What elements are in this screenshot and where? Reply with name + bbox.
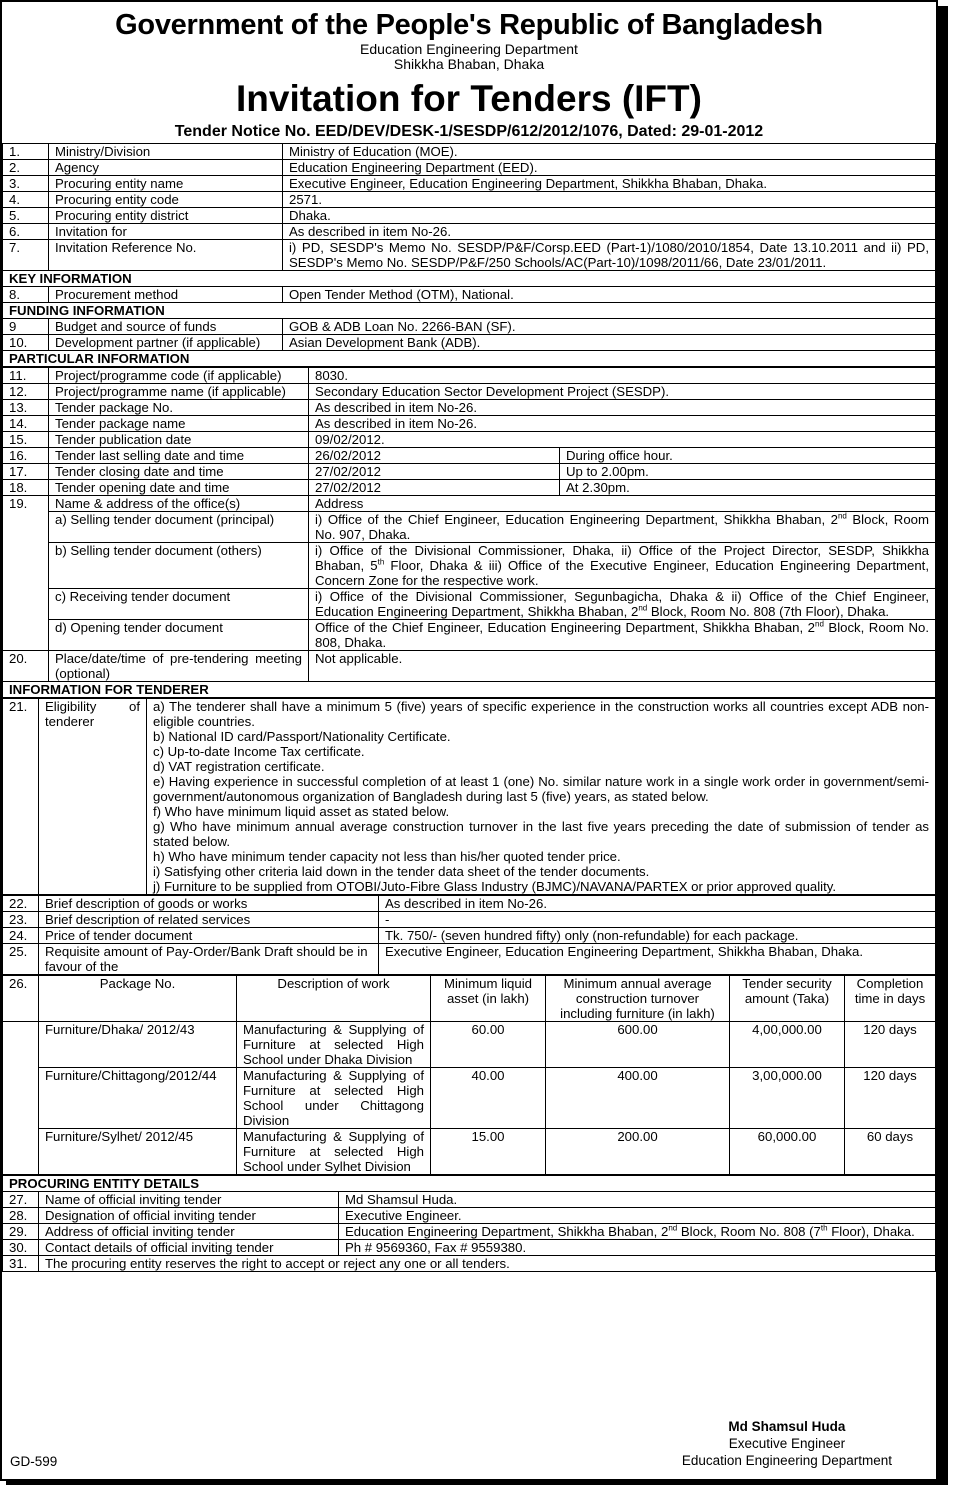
item-label: Procuring entity code <box>49 191 283 207</box>
item-number: 4. <box>3 191 49 207</box>
item-number: 16. <box>3 447 49 463</box>
column-header: Package No. <box>39 975 237 1021</box>
table-row <box>3 588 936 619</box>
item-label: Procuring entity district <box>49 207 283 223</box>
item-number: 9 <box>3 318 49 334</box>
item-label: Designation of official inviting tender <box>39 1207 339 1223</box>
table-row <box>3 223 936 239</box>
general-info-table <box>2 143 936 367</box>
item-value: Not applicable. <box>309 650 936 681</box>
table-row <box>3 927 936 943</box>
item-label: Tender package name <box>49 415 309 431</box>
section-heading: INFORMATION FOR TENDERER <box>3 681 936 697</box>
item-label: Project/programme code (if applicable) <box>49 367 309 383</box>
item-number: 3. <box>3 175 49 191</box>
item-date: 27/02/2012 <box>309 479 560 495</box>
table-row <box>3 1239 936 1255</box>
table-row <box>3 447 936 463</box>
section-heading: PROCURING ENTITY DETAILS <box>3 1175 936 1191</box>
item-value: As described in item No-26. <box>379 895 936 911</box>
item-label: Name of official inviting tender <box>39 1191 339 1207</box>
item-label: Ministry/Division <box>49 143 283 159</box>
item-value: i) PD, SESDP's Memo No. SESDP/P&F/Corsp.EED (Part-1)/1080/2010/1854, Date 13.10.2011 and ii) PD, SESDP's Memo No. SESDP/P&F/250 Schools/AC(Part-10)/1098/2011/66, Date 23/01/2011. <box>283 239 936 270</box>
package-number: Furniture/Chittagong/2012/44 <box>39 1067 237 1128</box>
item-label: Procuring entity name <box>49 175 283 191</box>
office-label: d) Opening tender document <box>49 619 309 650</box>
column-header: Minimum liquid asset (in lakh) <box>431 975 546 1021</box>
section-heading-row <box>3 270 936 286</box>
office-label: c) Receiving tender document <box>49 588 309 619</box>
section-heading: FUNDING INFORMATION <box>3 302 936 318</box>
item-number: 17. <box>3 463 49 479</box>
office-label: a) Selling tender document (principal) <box>49 511 309 542</box>
item-value: The procuring entity reserves the right to accept or reject any one or all tenders. <box>39 1255 936 1271</box>
package-turnover: 400.00 <box>546 1067 730 1128</box>
table-row <box>3 318 936 334</box>
criterion: b) National ID card/Passport/Nationality Certificate. <box>153 728 451 744</box>
item-label: Invitation Reference No. <box>49 239 283 270</box>
item-label: Procurement method <box>49 286 283 302</box>
column-header: Tender security amount (Taka) <box>730 975 845 1021</box>
criterion: i) Satisfying other criteria laid down in the tender data sheet of the tender documents. <box>153 863 650 879</box>
table-row <box>3 463 936 479</box>
signatory-designation: Executive Engineer <box>728 1436 846 1451</box>
signatory-name: Md Shamsul Huda <box>728 1419 846 1434</box>
table-row <box>3 895 936 911</box>
item-number: 21. <box>3 698 39 894</box>
item-time: At 2.30pm. <box>560 479 936 495</box>
section-heading-row <box>3 681 936 697</box>
item-number: 26. <box>3 975 39 1021</box>
item-number: 20. <box>3 650 49 681</box>
item-number: 22. <box>3 895 39 911</box>
column-header: Completion time in days <box>845 975 936 1021</box>
column-header: Description of work <box>237 975 431 1021</box>
eligibility-criteria <box>147 698 936 894</box>
package-security: 3,00,000.00 <box>730 1067 845 1128</box>
notice-header <box>2 10 936 141</box>
table-row <box>3 698 936 894</box>
item-value: Education Engineering Department, Shikkha Bhaban, 2nd Block, Room No. 808 (7th Floor), Dhaka. <box>339 1223 936 1239</box>
item-number: 1. <box>3 143 49 159</box>
criterion: c) Up-to-date Income Tax certificate. <box>153 743 365 759</box>
column-header: Minimum annual average construction turnover including furniture (in lakh) <box>546 975 730 1021</box>
item-value: GOB & ADB Loan No. 2266-BAN (SF). <box>283 318 936 334</box>
criterion: g) Who have minimum annual average construction turnover in the last five years preceding the date of submission of tender as stated below. <box>153 818 929 849</box>
table-row <box>3 143 936 159</box>
item-number: 24. <box>3 927 39 943</box>
package-security: 60,000.00 <box>730 1128 845 1174</box>
item-value: Dhaka. <box>283 207 936 223</box>
package-turnover: 200.00 <box>546 1128 730 1174</box>
item-label: Brief description of goods or works <box>39 895 379 911</box>
package-completion-time: 120 days <box>845 1067 936 1128</box>
table-row <box>3 399 936 415</box>
package-header-row <box>3 975 936 1021</box>
table-row <box>3 943 936 974</box>
table-row <box>3 334 936 350</box>
blank-cell <box>3 1021 39 1174</box>
item-label: Tender last selling date and time <box>49 447 309 463</box>
criterion: e) Having experience in successful completion of at least 1 (one) No. similar nature work in a single work order in government/semi-government/autonomous organization of Bangladesh during last 5 (five) years, as stated below. <box>153 773 929 804</box>
item-value: 2571. <box>283 191 936 207</box>
item-time: Up to 2.00pm. <box>560 463 936 479</box>
table-row <box>3 286 936 302</box>
package-number: Furniture/Sylhet/ 2012/45 <box>39 1128 237 1174</box>
package-liquid-asset: 15.00 <box>431 1128 546 1174</box>
particular-info-table <box>2 367 936 698</box>
table-row <box>3 619 936 650</box>
item-label: Eligibility of tenderer <box>39 698 147 894</box>
package-row <box>3 1021 936 1067</box>
item-value: As described in item No-26. <box>309 399 936 415</box>
table-row <box>3 431 936 447</box>
item-number: 10. <box>3 334 49 350</box>
item-value: - <box>379 911 936 927</box>
item-label: Requisite amount of Pay-Order/Bank Draft should be in favour of the <box>39 943 379 974</box>
package-completion-time: 120 days <box>845 1021 936 1067</box>
item-number: 5. <box>3 207 49 223</box>
item-value: Education Engineering Department (EED). <box>283 159 936 175</box>
table-row <box>3 542 936 588</box>
item-label: Tender closing date and time <box>49 463 309 479</box>
item-label: Address of official inviting tender <box>39 1223 339 1239</box>
item-label: Contact details of official inviting tender <box>39 1239 339 1255</box>
package-liquid-asset: 60.00 <box>431 1021 546 1067</box>
office-label: b) Selling tender document (others) <box>49 542 309 588</box>
criterion: d) VAT registration certificate. <box>153 758 325 774</box>
item-number: 19. <box>3 495 49 650</box>
item-number: 31. <box>3 1255 39 1271</box>
item-value: 8030. <box>309 367 936 383</box>
item-value: Open Tender Method (OTM), National. <box>283 286 936 302</box>
item-label: Budget and source of funds <box>49 318 283 334</box>
notice-number: Tender Notice No. EED/DEV/DESK-1/SESDP/612/2012/1076, Dated: 29-01-2012 <box>174 123 764 141</box>
item-label: Development partner (if applicable) <box>49 334 283 350</box>
item-value: Executive Engineer. <box>339 1207 936 1223</box>
item-time: During office hour. <box>560 447 936 463</box>
criterion: f) Who have minimum liquid asset as stated below. <box>153 803 450 819</box>
page-shadow-right <box>938 6 948 1485</box>
item-number: 7. <box>3 239 49 270</box>
package-row <box>3 1128 936 1174</box>
item-value: Secondary Education Sector Development Project (SESDP). <box>309 383 936 399</box>
item-label: Tender publication date <box>49 431 309 447</box>
item-label: Place/date/time of pre-tendering meeting (optional) <box>49 650 309 681</box>
item-label: Brief description of related services <box>39 911 379 927</box>
package-liquid-asset: 40.00 <box>431 1067 546 1128</box>
table-row <box>3 239 936 270</box>
item-date: 27/02/2012 <box>309 463 560 479</box>
item-number: 25. <box>3 943 39 974</box>
item-value: As described in item No-26. <box>309 415 936 431</box>
item-label: Name & address of the office(s) <box>49 495 309 511</box>
package-table <box>2 975 936 1175</box>
item-value: 09/02/2012. <box>309 431 936 447</box>
item-number: 28. <box>3 1207 39 1223</box>
item-value: Address <box>309 495 936 511</box>
department-address: Shikkha Bhaban, Dhaka <box>393 56 545 73</box>
document-code: GD-599 <box>10 1454 58 1469</box>
table-row <box>3 1207 936 1223</box>
government-title: Government of the People's Republic of Bangladesh <box>115 9 823 41</box>
package-turnover: 600.00 <box>546 1021 730 1067</box>
item-number: 12. <box>3 383 49 399</box>
table-row <box>3 175 936 191</box>
item-value: Ph # 9569360, Fax # 9559380. <box>339 1239 936 1255</box>
item-number: 27. <box>3 1191 39 1207</box>
criterion: a) The tenderer shall have a minimum 5 (five) years of specific experience in the construction works all countries except ADB non-eligible countries. <box>153 698 929 729</box>
table-row <box>3 911 936 927</box>
table-row <box>3 415 936 431</box>
section-heading-row <box>3 1175 936 1191</box>
item-value: Executive Engineer, Education Engineering Department, Shikkha Bhaban, Dhaka. <box>283 175 936 191</box>
item-label: Tender package No. <box>49 399 309 415</box>
table-row <box>3 1255 936 1271</box>
office-address: i) Office of the Divisional Commissioner, Dhaka, ii) Office of the Project Director, SESDP, Shikkha Bhaban, 5th Floor, Dhaka & iii) Office of the Executive Engineer, Education Engineering Department, Concern Zone for the respective work. <box>309 542 936 588</box>
table-row <box>3 367 936 383</box>
criterion: h) Who have minimum tender capacity not less than his/her quoted tender price. <box>153 848 621 864</box>
table-row <box>3 191 936 207</box>
table-row <box>3 159 936 175</box>
section-heading: PARTICULAR INFORMATION <box>3 350 936 366</box>
table-row <box>3 207 936 223</box>
item-value: Asian Development Bank (ADB). <box>283 334 936 350</box>
item-number: 29. <box>3 1223 39 1239</box>
table-row <box>3 1191 936 1207</box>
item-label: Tender opening date and time <box>49 479 309 495</box>
table-row <box>3 650 936 681</box>
table-row <box>3 479 936 495</box>
package-description: Manufacturing & Supplying of Furniture at selected High School under Sylhet Division <box>237 1128 431 1174</box>
item-number: 11. <box>3 367 49 383</box>
office-address: i) Office of the Chief Engineer, Education Engineering Department, Shikkha Bhaban, 2nd Block, Room No. 907, Dhaka. <box>309 511 936 542</box>
item-number: 18. <box>3 479 49 495</box>
signatory-department: Education Engineering Department <box>681 1453 892 1468</box>
table-row <box>3 511 936 542</box>
department-name: Education Engineering Department <box>360 40 578 57</box>
item-number: 6. <box>3 223 49 239</box>
section-heading-row <box>3 350 936 366</box>
table-row <box>3 495 936 511</box>
package-description: Manufacturing & Supplying of Furniture at selected High School under Chittagong Division <box>237 1067 431 1128</box>
item-label: Invitation for <box>49 223 283 239</box>
item-value: Md Shamsul Huda. <box>339 1191 936 1207</box>
item-number: 15. <box>3 431 49 447</box>
criterion: j) Furniture to be supplied from OTOBI/Juto-Fibre Glass Industry (BJMC)/NAVANA/PARTEX or prior approved quality. <box>153 878 837 894</box>
package-description: Manufacturing & Supplying of Furniture at selected High School under Dhaka Division <box>237 1021 431 1067</box>
item-number: 30. <box>3 1239 39 1255</box>
table-row <box>3 383 936 399</box>
package-completion-time: 60 days <box>845 1128 936 1174</box>
goods-info-table <box>2 895 936 975</box>
procuring-entity-table <box>2 1175 936 1272</box>
item-label: Project/programme name (if applicable) <box>49 383 309 399</box>
package-security: 4,00,000.00 <box>730 1021 845 1067</box>
table-row <box>3 1223 936 1239</box>
item-number: 8. <box>3 286 49 302</box>
item-date: 26/02/2012 <box>309 447 560 463</box>
item-value: Ministry of Education (MOE). <box>283 143 936 159</box>
package-row <box>3 1067 936 1128</box>
item-label: Price of tender document <box>39 927 379 943</box>
item-number: 23. <box>3 911 39 927</box>
item-number: 14. <box>3 415 49 431</box>
item-value: As described in item No-26. <box>283 223 936 239</box>
item-label: Agency <box>49 159 283 175</box>
item-number: 2. <box>3 159 49 175</box>
section-heading-row <box>3 302 936 318</box>
signature-block <box>682 1418 892 1469</box>
item-value: Executive Engineer, Education Engineering Department, Shikkha Bhaban, Dhaka. <box>379 943 936 974</box>
item-number: 13. <box>3 399 49 415</box>
package-number: Furniture/Dhaka/ 2012/43 <box>39 1021 237 1067</box>
section-heading: KEY INFORMATION <box>3 270 936 286</box>
office-address: i) Office of the Divisional Commissioner, Segunbagicha, Dhaka & ii) Office of the Chief Engineer, Education Engineering Department, Shikkha Bhaban, 2nd Block, Room No. 808 (7th Floor), Dhaka. <box>309 588 936 619</box>
eligibility-table <box>2 698 936 895</box>
document-title: Invitation for Tenders (IFT) <box>236 77 702 119</box>
item-value: Tk. 750/- (seven hundred fifty) only (non-refundable) for each package. <box>379 927 936 943</box>
office-address: Office of the Chief Engineer, Education Engineering Department, Shikkha Bhaban, 2nd Block, Room No. 808, Dhaka. <box>309 619 936 650</box>
